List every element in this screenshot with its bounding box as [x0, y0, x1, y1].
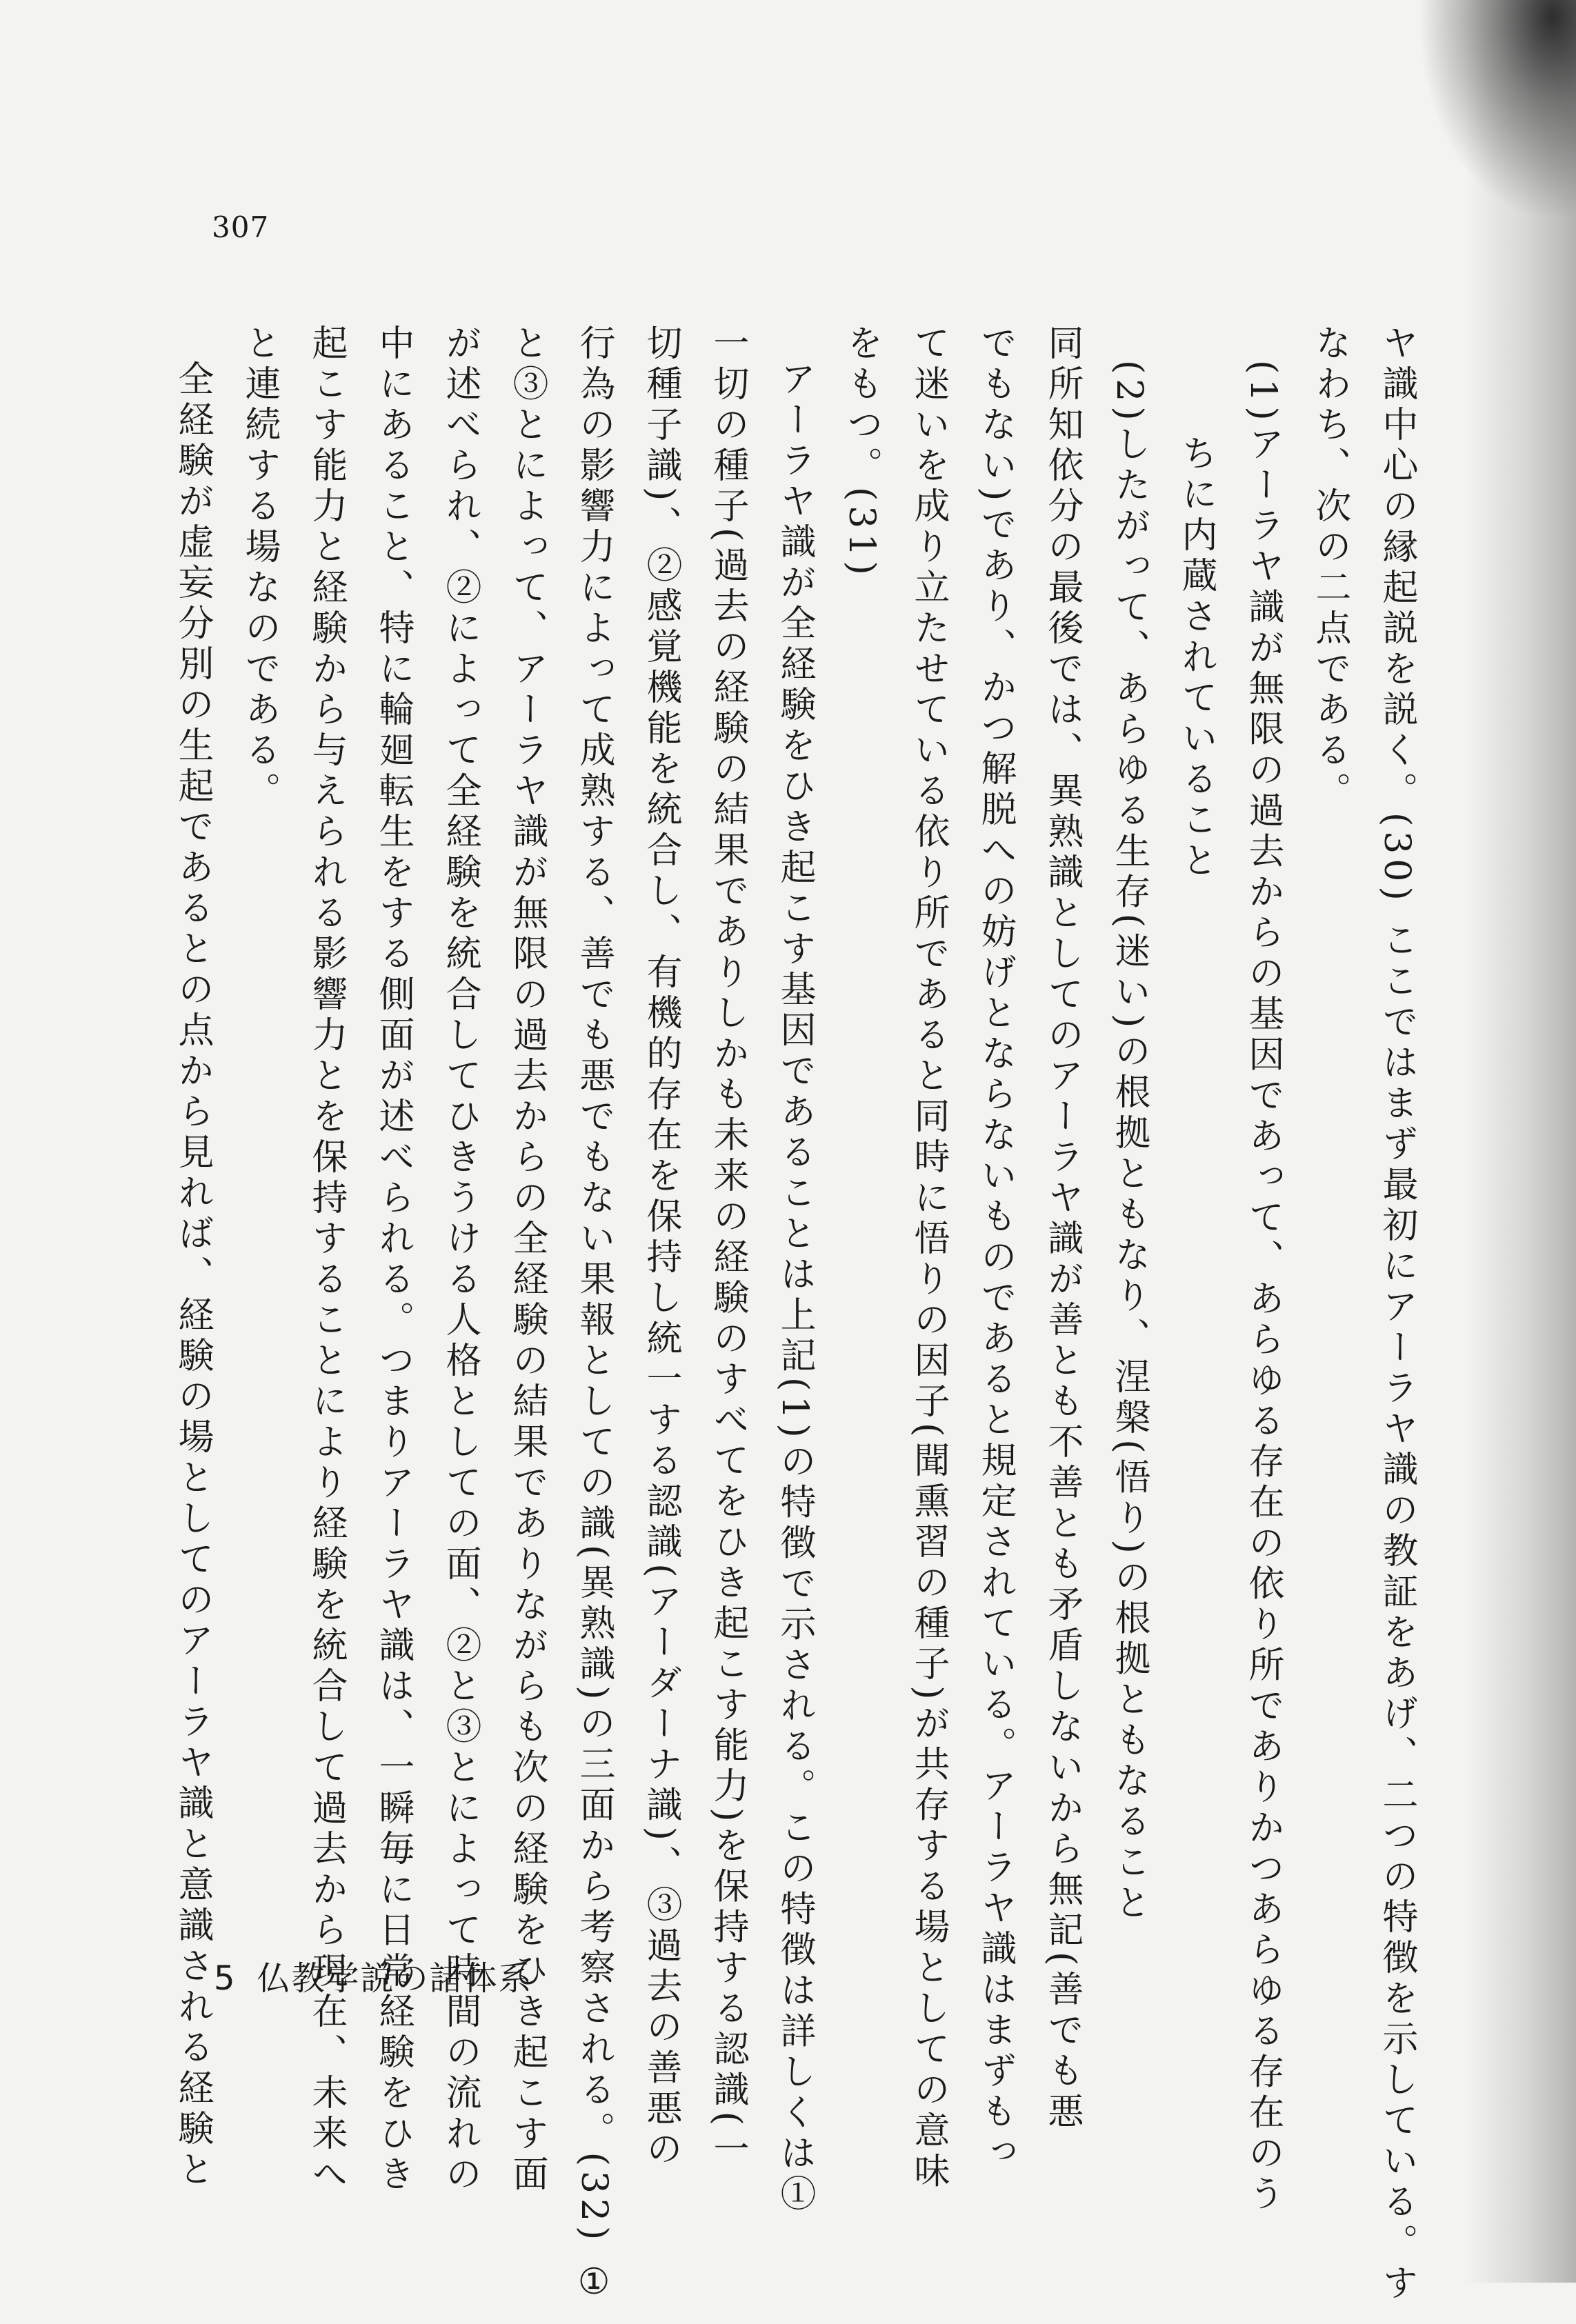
running-footer [214, 1952, 533, 1999]
chapter-title: 仏教学説の諸体系 [257, 1959, 533, 1998]
text-line-15: が述べられ、②によって全経験を統合してひきうける人格としての面、②と③とによって時間の流れの [439, 324, 481, 2196]
text-line-2: なわち、次の二点である。 [1309, 324, 1350, 812]
text-line-7: でもない)であり、かつ解脱への妨げとならないものであると規定されている。アーラヤ識はまずもっ [975, 324, 1016, 2174]
scan-corner-shadow [1417, 0, 1576, 221]
text-line-6: 同所知依分の最後では、異熟識としてのアーラヤ識が善とも不善とも矛盾しないから無記(善でも悪 [1041, 324, 1083, 2134]
text-line-17: 起こす能力と経験から与えられる影響力とを保持することにより経験を統合して過去から現在、未来へ [306, 324, 347, 2196]
text-line-16: 中にあること、特に輪廻転生をする側面が述べられる。つまりアーラヤ識は、一瞬毎に日常経験をひき [372, 324, 414, 2196]
page-number: 307 [212, 210, 270, 244]
scan-edge-shadow [1466, 0, 1576, 2283]
text-line-19: 全経験が虚妄分別の生起であるとの点から見れば、経験の場としてのアーラヤ識と意識される経験と [172, 360, 213, 2191]
text-line-3: (1)アーラヤ識が無限の過去からの基因であって、あらゆる存在の依り所でありかつあらゆる存在のう [1242, 360, 1284, 2216]
chapter-number: 5 [214, 1959, 237, 1998]
text-line-11: 一切の種子(過去の経験の結果でありしかも未来の経験のすべてをひき起こす能力)を保持する認識(一 [707, 324, 748, 2171]
body-text [159, 324, 1430, 2324]
text-line-8: て迷いを成り立たせている依り所であると同時に悟りの因子(聞熏習の種子)が共存する場としての意味 [908, 324, 949, 2193]
text-line-13: 行為の影響力によって成熟する、善でも悪でもない果報としての識(異熟識)の三面から考察される。(32) ① [573, 324, 615, 2307]
text-line-4: ちに内蔵されていること [1175, 434, 1217, 882]
text-line-1: ヤ識中心の縁起説を説く。(30) ここではまず最初にアーラヤ識の教証をあげ、二つの特徴を示している。す [1376, 324, 1417, 2305]
text-line-18: と連続する場なのである。 [239, 324, 280, 812]
text-line-12: 切種子識)、②感覚機能を統合し、有機的存在を保持し統一する認識(アーダーナ識)、③過去の善悪の [640, 324, 681, 2171]
text-line-10: アーラヤ識が全経験をひき起こす基因であることは上記(1)の特徴で示される。この特徴は詳しくは① [774, 360, 815, 2216]
text-line-5: (2)したがって、あらゆる生存(迷い)の根拠ともなり、涅槃(悟り)の根拠ともなること [1108, 360, 1150, 1925]
text-line-9: をもつ。(31) [841, 324, 882, 580]
text-line-14: と③とによって、アーラヤ識が無限の過去からの全経験の結果でありながらも次の経験をひき起こす面 [506, 324, 548, 2196]
